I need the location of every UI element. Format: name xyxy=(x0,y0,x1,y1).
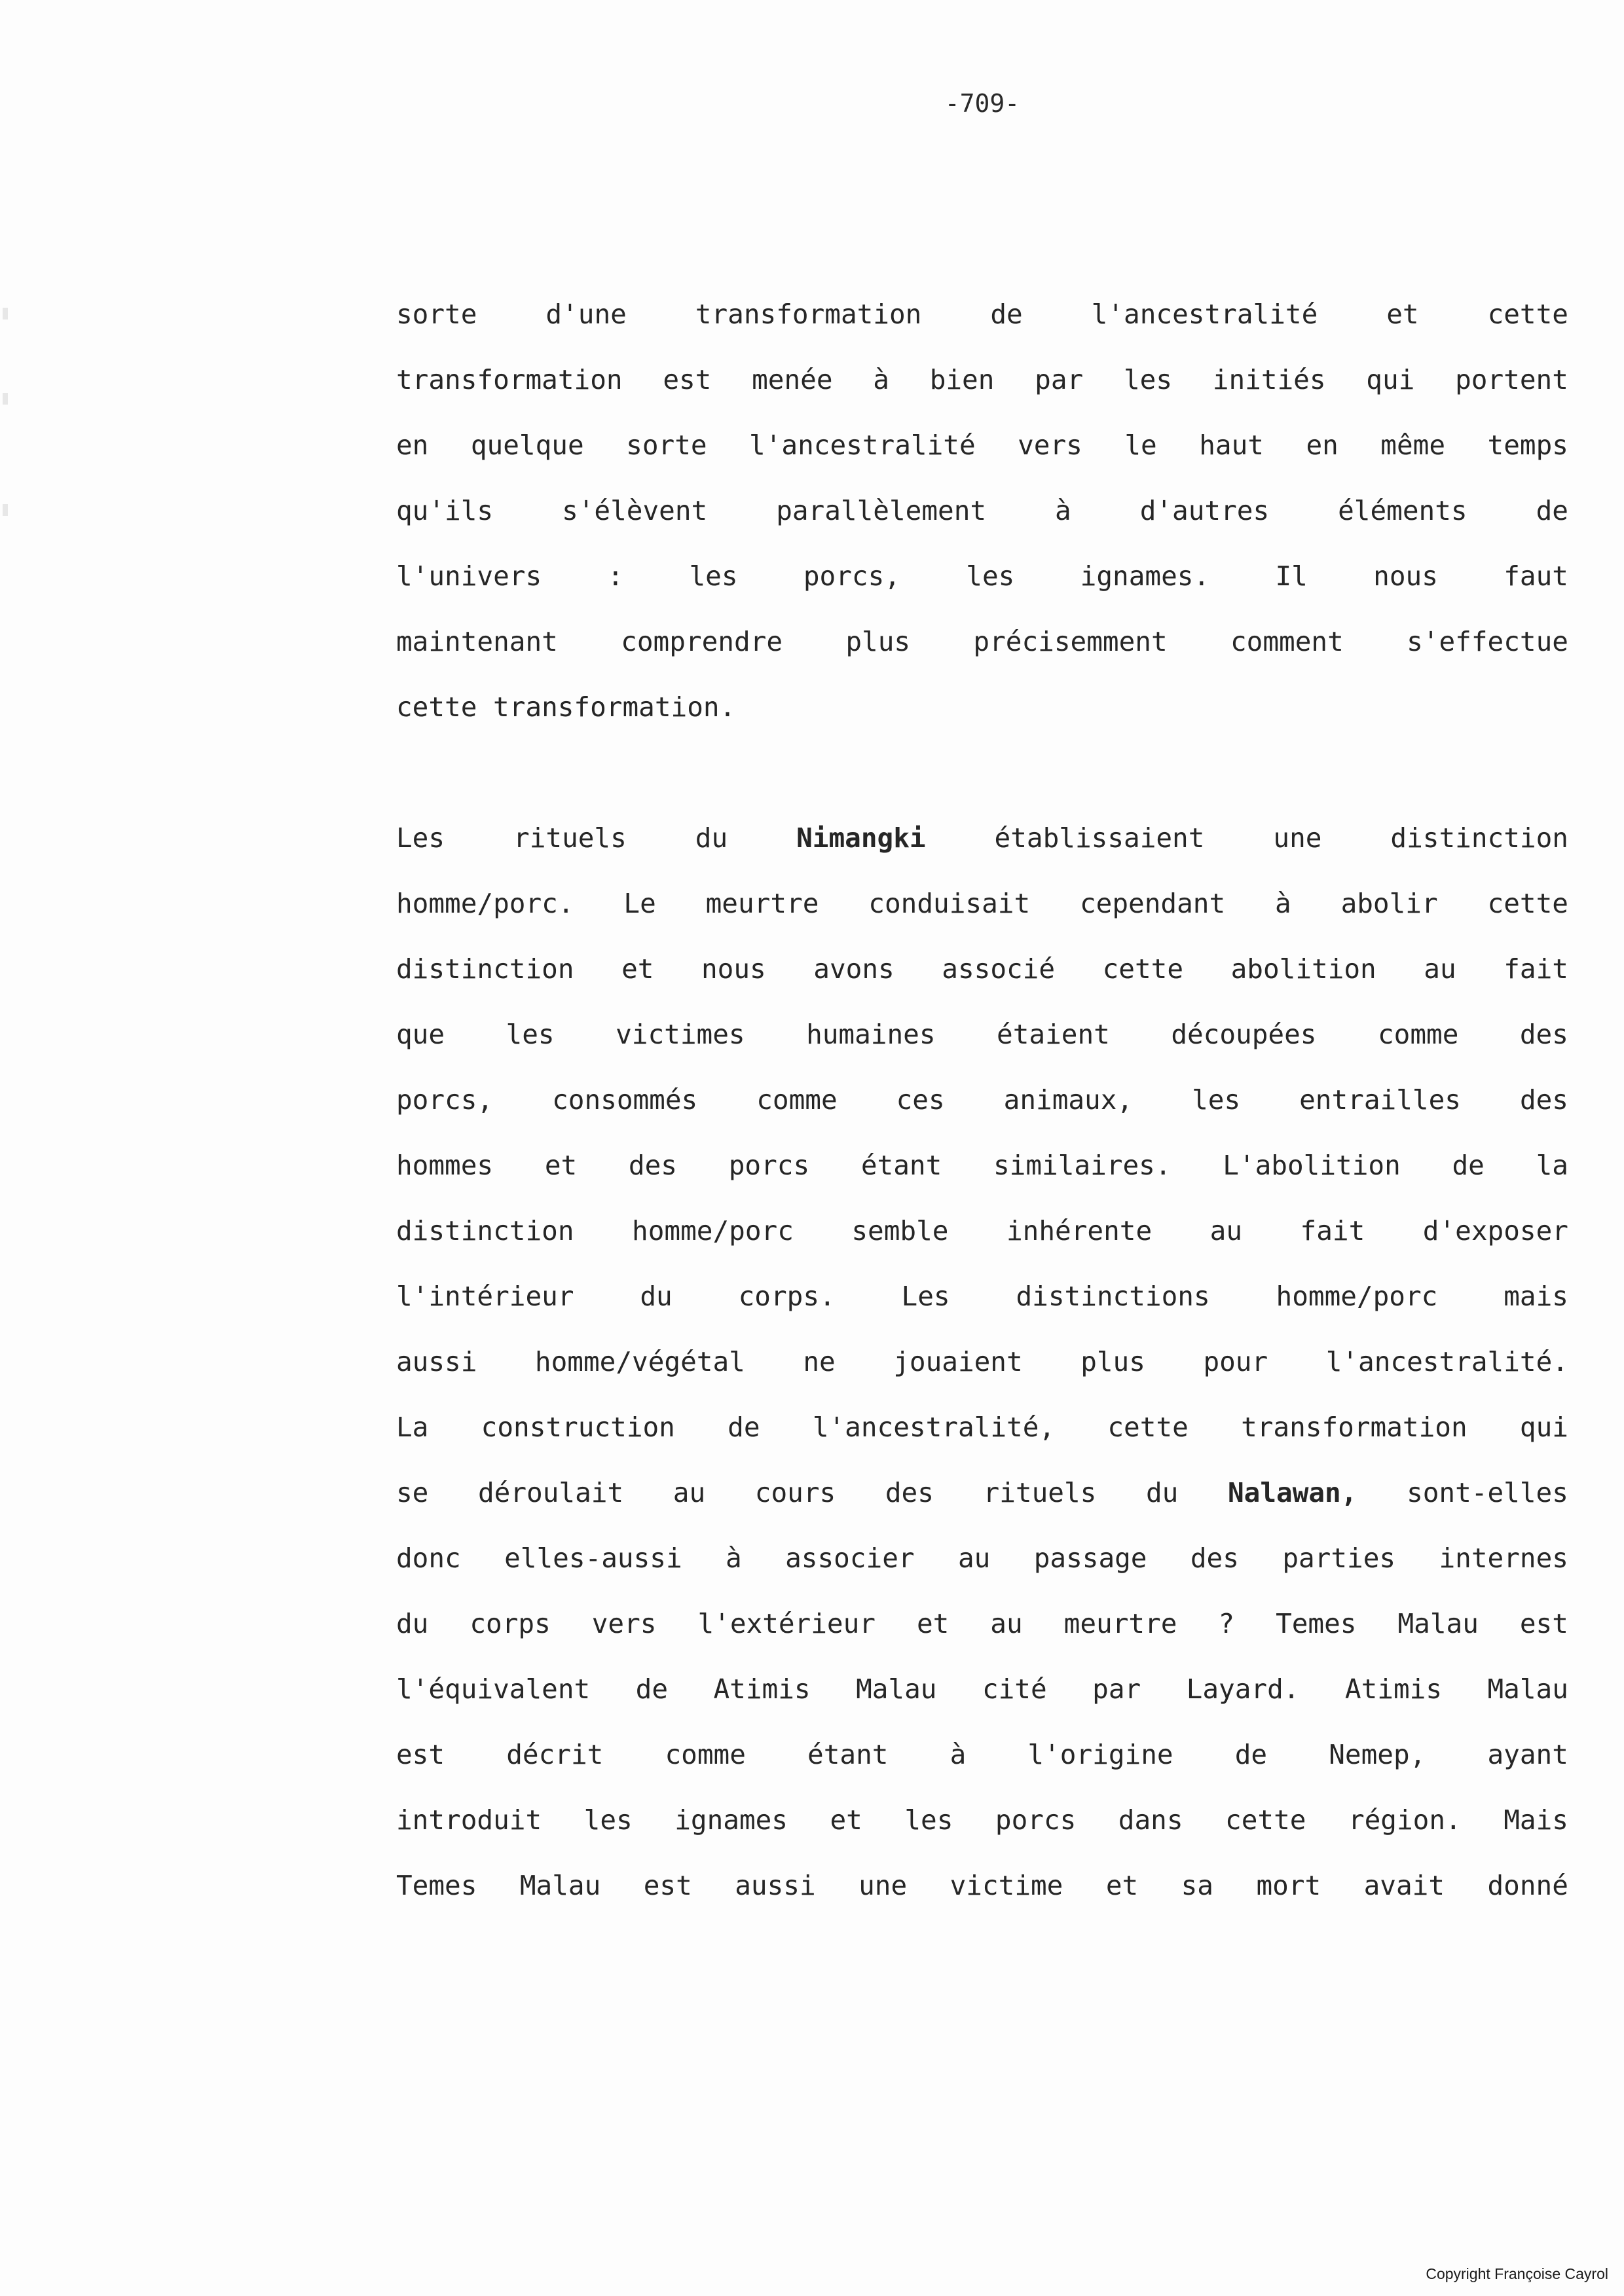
word: cette xyxy=(1487,888,1568,919)
word: étant xyxy=(860,1150,942,1181)
word: est xyxy=(643,1870,692,1901)
word: à xyxy=(1275,888,1291,919)
word: au xyxy=(957,1542,991,1574)
word: avait xyxy=(1363,1870,1445,1901)
word: cette xyxy=(1102,953,1184,985)
word: Nemep, xyxy=(1329,1739,1426,1770)
word: à xyxy=(873,364,889,395)
word: victime xyxy=(950,1870,1063,1901)
word: Malau xyxy=(1397,1608,1479,1639)
word: qu'ils xyxy=(396,495,494,526)
word: à xyxy=(726,1542,742,1574)
word: homme/végétal xyxy=(534,1346,745,1377)
text-line xyxy=(396,1329,1568,1394)
word: éléments xyxy=(1338,495,1467,526)
word: porcs xyxy=(995,1804,1077,1836)
word: du xyxy=(695,822,728,854)
word: l'équivalent xyxy=(396,1673,591,1705)
word: maintenant xyxy=(396,626,558,657)
word: au xyxy=(990,1608,1023,1639)
copyright-notice: Copyright Françoise Cayrol xyxy=(1426,2265,1608,2282)
word: Le xyxy=(623,888,656,919)
text-line xyxy=(396,1525,1568,1591)
text-line xyxy=(396,936,1568,1002)
word: aussi xyxy=(735,1870,816,1901)
word: sorte xyxy=(626,429,707,461)
word: du xyxy=(1145,1477,1179,1508)
word: l'ancestralité xyxy=(749,429,976,461)
word: sorte xyxy=(396,299,477,330)
word: plus xyxy=(1080,1346,1145,1377)
word: passage xyxy=(1033,1542,1147,1574)
word: abolition xyxy=(1230,953,1376,985)
text-line xyxy=(396,1787,1568,1853)
word: en xyxy=(396,429,429,461)
word: fait xyxy=(1300,1215,1365,1247)
word: comme xyxy=(665,1739,746,1770)
word: abolir xyxy=(1340,888,1438,919)
text-line xyxy=(396,1264,1568,1329)
word: de xyxy=(990,299,1023,330)
text-line xyxy=(396,282,1568,347)
word: cette xyxy=(396,691,477,723)
word: même xyxy=(1380,429,1446,461)
word: Nimangki xyxy=(796,822,926,854)
word: étaient xyxy=(997,1019,1110,1050)
word: cette xyxy=(1107,1412,1189,1443)
word: porcs, xyxy=(396,1084,494,1116)
text-line xyxy=(396,674,1568,740)
word: aussi xyxy=(396,1346,477,1377)
text-line xyxy=(396,805,1568,871)
word: construction xyxy=(481,1412,675,1443)
word: se xyxy=(396,1477,429,1508)
word: faut xyxy=(1504,560,1568,592)
paragraph-1 xyxy=(396,282,1568,740)
word: transformation xyxy=(695,299,922,330)
word: est xyxy=(663,364,712,395)
word: Nalawan, xyxy=(1227,1477,1357,1508)
word: menée xyxy=(752,364,833,395)
word: sont-elles xyxy=(1407,1477,1568,1508)
word: précisemment xyxy=(973,626,1168,657)
word: des xyxy=(628,1150,677,1181)
word: l'ancestralité, xyxy=(812,1412,1056,1443)
word: région. xyxy=(1348,1804,1462,1836)
word: transformation xyxy=(1241,1412,1467,1443)
word: comprendre xyxy=(621,626,783,657)
word: Il xyxy=(1275,560,1308,592)
word: les xyxy=(1123,364,1173,395)
word: à xyxy=(950,1739,967,1770)
text-line xyxy=(396,347,1568,412)
word: de xyxy=(635,1673,669,1705)
word: découpées xyxy=(1171,1019,1317,1050)
word: les xyxy=(904,1804,953,1836)
word: de xyxy=(728,1412,760,1443)
word: de xyxy=(1452,1150,1485,1181)
word: pour xyxy=(1203,1346,1268,1377)
word: et xyxy=(830,1804,862,1836)
word: comme xyxy=(1377,1019,1459,1050)
word: cité xyxy=(982,1673,1047,1705)
text-line xyxy=(396,1722,1568,1787)
word: l'ancestralité xyxy=(1091,299,1318,330)
word: internes xyxy=(1439,1542,1568,1574)
word: l'origine xyxy=(1027,1739,1173,1770)
word: à xyxy=(1055,495,1071,526)
word: quelque xyxy=(470,429,584,461)
word: homme/porc. xyxy=(396,888,574,919)
word: Temes xyxy=(396,1870,477,1901)
word: les xyxy=(689,560,738,592)
word: est xyxy=(396,1739,445,1770)
word: ? xyxy=(1218,1608,1235,1639)
word: déroulait xyxy=(478,1477,624,1508)
word: une xyxy=(1273,822,1322,854)
word: elles-aussi xyxy=(504,1542,682,1574)
word: qui xyxy=(1519,1412,1568,1443)
word: nous xyxy=(1373,560,1438,592)
page-number: -709- xyxy=(944,89,1020,118)
word: corps xyxy=(470,1608,551,1639)
word: et xyxy=(916,1608,950,1639)
word: distinction xyxy=(1390,822,1568,854)
word: transformation xyxy=(396,364,623,395)
word: s'élèvent xyxy=(562,495,708,526)
word: donc xyxy=(396,1542,461,1574)
word: comme xyxy=(756,1084,838,1116)
word: comment xyxy=(1230,626,1344,657)
word: la xyxy=(1536,1150,1568,1181)
paragraph-2 xyxy=(396,805,1568,1918)
text-line xyxy=(396,1591,1568,1656)
word: des xyxy=(1519,1019,1568,1050)
word: est xyxy=(1519,1608,1568,1639)
scan-edge-mark xyxy=(3,393,8,405)
word: d'une xyxy=(545,299,627,330)
word: Malau xyxy=(519,1870,601,1901)
word: mort xyxy=(1256,1870,1321,1901)
text-line xyxy=(396,1067,1568,1133)
word: du xyxy=(396,1608,429,1639)
word: entrailles xyxy=(1299,1084,1461,1116)
word: les xyxy=(583,1804,633,1836)
text-line xyxy=(396,412,1568,478)
word: établissaient xyxy=(994,822,1205,854)
text-line xyxy=(396,478,1568,543)
word: distinction xyxy=(396,1215,574,1247)
word: cette xyxy=(1225,1804,1306,1836)
word: associé xyxy=(942,953,1056,985)
word: l'ancestralité. xyxy=(1325,1346,1568,1377)
word: temps xyxy=(1487,429,1568,461)
word: avons xyxy=(813,953,895,985)
word: Atimis xyxy=(713,1673,811,1705)
word: initiés xyxy=(1212,364,1326,395)
word: les xyxy=(966,560,1015,592)
word: par xyxy=(1035,364,1084,395)
word: ne xyxy=(803,1346,836,1377)
word: corps. xyxy=(738,1281,836,1312)
word: de xyxy=(1234,1739,1268,1770)
word: et xyxy=(1386,299,1419,330)
word: Les xyxy=(901,1281,950,1312)
word: similaires. xyxy=(993,1150,1172,1181)
text-line xyxy=(396,1133,1568,1198)
word: Atimis xyxy=(1344,1673,1443,1705)
word: cette xyxy=(1487,299,1568,330)
word: qui xyxy=(1366,364,1415,395)
word: rituels xyxy=(513,822,627,854)
word: associer xyxy=(785,1542,915,1574)
word: et xyxy=(1105,1870,1139,1901)
word: L'abolition xyxy=(1223,1150,1401,1181)
word: distinction xyxy=(396,953,574,985)
word: Layard. xyxy=(1186,1673,1300,1705)
word: ignames xyxy=(674,1804,788,1836)
word: homme/porc xyxy=(632,1215,794,1247)
word: conduisait xyxy=(868,888,1031,919)
word: d'exposer xyxy=(1422,1215,1568,1247)
text-line xyxy=(396,1460,1568,1525)
word: semble xyxy=(851,1215,949,1247)
word: nous xyxy=(701,953,766,985)
word: meurtre xyxy=(705,888,819,919)
word: au xyxy=(1209,1215,1243,1247)
word: portent xyxy=(1455,364,1568,395)
word: au xyxy=(1424,953,1456,985)
word: animaux, xyxy=(1003,1084,1134,1116)
word: mais xyxy=(1504,1281,1568,1312)
word: s'effectue xyxy=(1407,626,1568,657)
word: La xyxy=(396,1412,429,1443)
word: transformation. xyxy=(493,691,736,723)
text-line xyxy=(396,1198,1568,1264)
word: Malau xyxy=(1487,1673,1568,1705)
scan-edge-mark xyxy=(3,308,8,319)
word: consommés xyxy=(552,1084,698,1116)
word: ignames. xyxy=(1080,560,1210,592)
word: de xyxy=(1536,495,1568,526)
word: distinctions xyxy=(1016,1281,1210,1312)
word: en xyxy=(1306,429,1338,461)
word: étant xyxy=(807,1739,889,1770)
word: : xyxy=(607,560,624,592)
text-line xyxy=(396,871,1568,936)
word: jouaient xyxy=(893,1346,1023,1377)
word: des xyxy=(1519,1084,1568,1116)
word: ayant xyxy=(1487,1739,1568,1770)
word: Mais xyxy=(1504,1804,1568,1836)
word: l'extérieur xyxy=(697,1608,876,1639)
word: hommes xyxy=(396,1150,494,1181)
word: l'univers xyxy=(396,560,542,592)
word: haut xyxy=(1199,429,1264,461)
word: et xyxy=(621,953,654,985)
word: par xyxy=(1092,1673,1141,1705)
word: Temes xyxy=(1276,1608,1357,1639)
word: une xyxy=(858,1870,908,1901)
word: meurtre xyxy=(1063,1608,1177,1639)
word: porcs xyxy=(728,1150,810,1181)
word: décrit xyxy=(506,1739,604,1770)
word: homme/porc xyxy=(1276,1281,1438,1312)
word: les xyxy=(1192,1084,1241,1116)
word: Malau xyxy=(856,1673,937,1705)
word: du xyxy=(640,1281,673,1312)
word: des xyxy=(1190,1542,1239,1574)
text-line xyxy=(396,1853,1568,1918)
text-line xyxy=(396,1394,1568,1460)
word: sa xyxy=(1181,1870,1213,1901)
word: dans xyxy=(1118,1804,1183,1836)
word: victimes xyxy=(616,1019,745,1050)
word: et xyxy=(544,1150,578,1181)
word: les xyxy=(506,1019,555,1050)
word: bien xyxy=(929,364,995,395)
word: cependant xyxy=(1079,888,1226,919)
word: vers xyxy=(591,1608,657,1639)
word: cours xyxy=(754,1477,836,1508)
word: le xyxy=(1124,429,1157,461)
scan-edge-mark xyxy=(3,504,8,516)
word: fait xyxy=(1504,953,1568,985)
word: des xyxy=(885,1477,934,1508)
word: introduit xyxy=(396,1804,542,1836)
word: rituels xyxy=(983,1477,1097,1508)
word: l'intérieur xyxy=(396,1281,574,1312)
word: porcs, xyxy=(803,560,900,592)
word: que xyxy=(396,1019,445,1050)
word: humaines xyxy=(806,1019,936,1050)
word: Les xyxy=(396,822,445,854)
text-line xyxy=(396,609,1568,674)
word: parallèlement xyxy=(776,495,987,526)
word: ces xyxy=(896,1084,945,1116)
word: au xyxy=(673,1477,706,1508)
word: d'autres xyxy=(1139,495,1270,526)
word: inhérente xyxy=(1006,1215,1153,1247)
word: plus xyxy=(845,626,911,657)
text-line xyxy=(396,1002,1568,1067)
word: donné xyxy=(1487,1870,1568,1901)
word: vers xyxy=(1018,429,1082,461)
text-line xyxy=(396,543,1568,609)
word: parties xyxy=(1282,1542,1396,1574)
text-line xyxy=(396,1656,1568,1722)
